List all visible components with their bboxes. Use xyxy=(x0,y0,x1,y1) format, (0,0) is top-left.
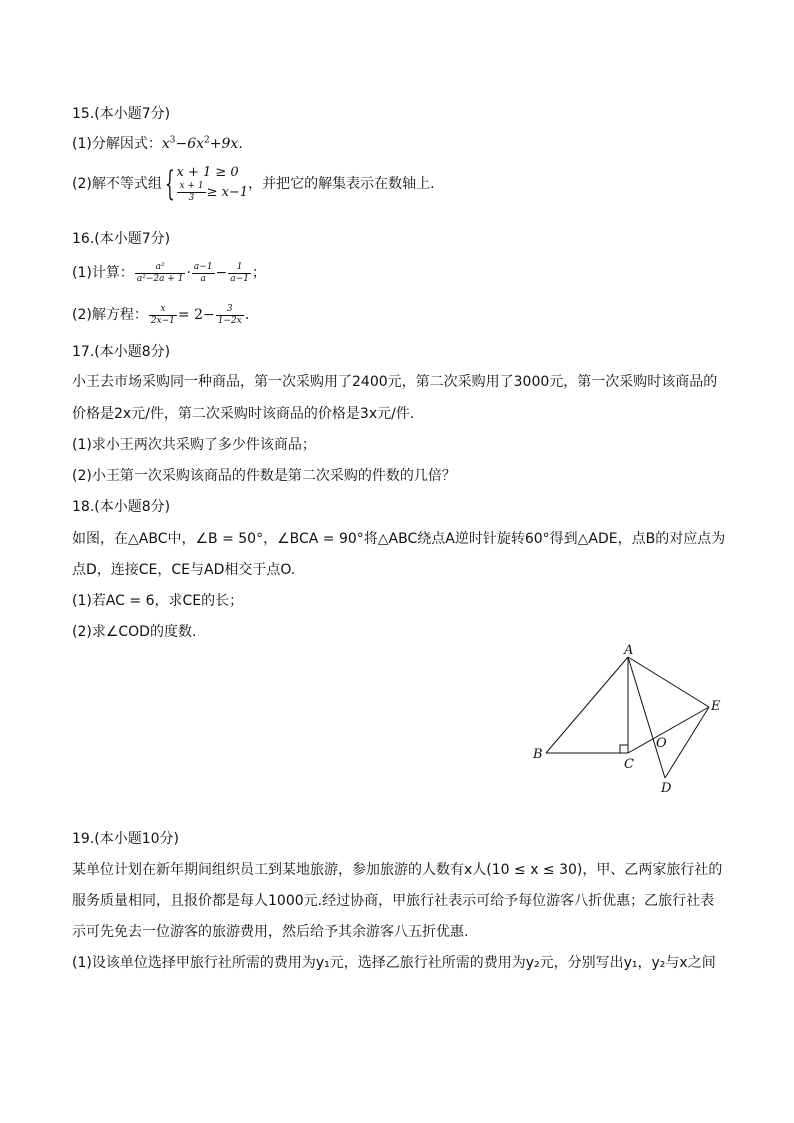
q15-expr-a: x xyxy=(161,136,170,152)
label-b: B xyxy=(533,747,543,762)
q16-part1 xyxy=(72,258,266,288)
q15-part1-suffix: . xyxy=(238,136,243,152)
right-angle-mark xyxy=(620,745,628,753)
q16-minus: − xyxy=(215,265,228,281)
q16-part2-suffix: . xyxy=(244,307,250,323)
q15-exp-b: 2 xyxy=(204,135,210,146)
q15-part2 xyxy=(72,164,435,204)
q16-f2-num: a−1 xyxy=(193,261,213,272)
label-d: D xyxy=(661,781,672,796)
q18-header: 18.(本小题8分) xyxy=(72,499,171,515)
segment-ae xyxy=(628,657,709,707)
q16-p2-f1-den: 2x−1 xyxy=(150,315,175,326)
q16-f1-num: a² xyxy=(135,262,186,274)
q18-part1: (1)若AC = 6，求CE的长； xyxy=(72,593,244,609)
q16-header: 16.(本小题7分) xyxy=(72,231,171,247)
q16-dot: · xyxy=(186,265,191,281)
q17-part1: (1)求小王两次共采购了多少件该商品； xyxy=(72,437,316,453)
q15-expr-b: −6x xyxy=(175,136,205,152)
q16-f1-den: a²−2a + 1 xyxy=(136,273,184,284)
q19-part1: (1)设该单位选择甲旅行社所需的费用为y₁元，选择乙旅行社所需的费用为y₂元，分别写出y₁，y₂与x之间 xyxy=(72,955,716,971)
q17-header: 17.(本小题8分) xyxy=(72,344,171,360)
q16-part2-prefix: (2)解方程： xyxy=(72,307,148,323)
geometry-figure xyxy=(520,640,730,800)
label-o: O xyxy=(656,736,667,751)
q16-f3-den: a−1 xyxy=(230,273,249,284)
label-e: E xyxy=(711,699,721,714)
q16-part1-suffix: ； xyxy=(251,265,266,281)
q18-part2: (2)求∠COD的度数. xyxy=(72,624,197,640)
q18-line1: 如图，在△ABC中，∠B = 50°，∠BCA = 90°将△ABC绕点A逆时针旋转60°得到△ADE，点B的对应点为 xyxy=(72,531,726,547)
q19-line3: 示可先免去一位游客的旅游费用，然后给予其余游客八五折优惠. xyxy=(72,924,469,940)
label-c: C xyxy=(624,757,634,772)
label-a: A xyxy=(624,643,634,658)
q16-part1-prefix: (1)计算： xyxy=(72,265,134,281)
q16-part2 xyxy=(72,300,249,330)
inequality-frac-den: 3 xyxy=(188,192,195,203)
q16-p2-f2-num: 3 xyxy=(216,304,244,316)
q19-line1: 某单位计划在新年期间组织员工到某地旅游，参加旅游的人数有x人(10 ≤ x ≤ 30)，甲、乙两家旅行社的 xyxy=(72,862,723,878)
q19-line2: 服务质量相同，且报价都是每人1000元.经过协商，甲旅行社表示可给予每位游客八折优惠；乙旅行社表 xyxy=(72,893,715,909)
segment-ce xyxy=(628,707,709,753)
q16-p2-f2-den: 1−2x xyxy=(217,315,242,326)
inequality-row2 xyxy=(176,181,248,204)
q16-p2-f1-num: x xyxy=(149,304,177,316)
q15-exp-a: 3 xyxy=(169,135,176,146)
q17-line1: 小王去市场采购同一种商品，第一次采购用了2400元，第二次采购用了3000元，第一次采购时该商品的 xyxy=(72,374,718,390)
q16-f2-den: a xyxy=(200,273,206,284)
q19-header: 19.(本小题10分) xyxy=(72,831,180,847)
q15-part1 xyxy=(72,134,243,154)
q16-p2-mid: = 2− xyxy=(177,307,215,323)
q17-part2: (2)小王第一次采购该商品的件数是第二次采购的件数的几倍？ xyxy=(72,468,456,484)
q17-line2: 价格是2x元/件，第二次采购时该商品的价格是3x元/件. xyxy=(72,406,415,422)
q15-part1-prefix: (1)分解因式： xyxy=(72,136,162,152)
q18-line2: 点D，连接CE，CE与AD相交于点O. xyxy=(72,562,296,578)
q15-header: 15.(本小题7分) xyxy=(72,106,171,122)
q16-f3-num: 1 xyxy=(228,262,251,274)
inequality-system xyxy=(176,165,248,204)
segment-de xyxy=(665,707,709,778)
q15-part2-suffix: ，并把它的解集表示在数轴上. xyxy=(248,176,435,192)
q15-part2-prefix: (2)解不等式组 xyxy=(72,176,162,192)
inequality-row2-rest: ≥ x−1 xyxy=(206,184,249,200)
inequality-frac-num: x + 1 xyxy=(179,180,204,191)
brace-symbol: { xyxy=(164,164,175,204)
q15-expr-c: +9x xyxy=(209,136,239,152)
inequality-row1: x + 1 ≥ 0 xyxy=(176,164,239,180)
segment-ab xyxy=(546,657,628,753)
